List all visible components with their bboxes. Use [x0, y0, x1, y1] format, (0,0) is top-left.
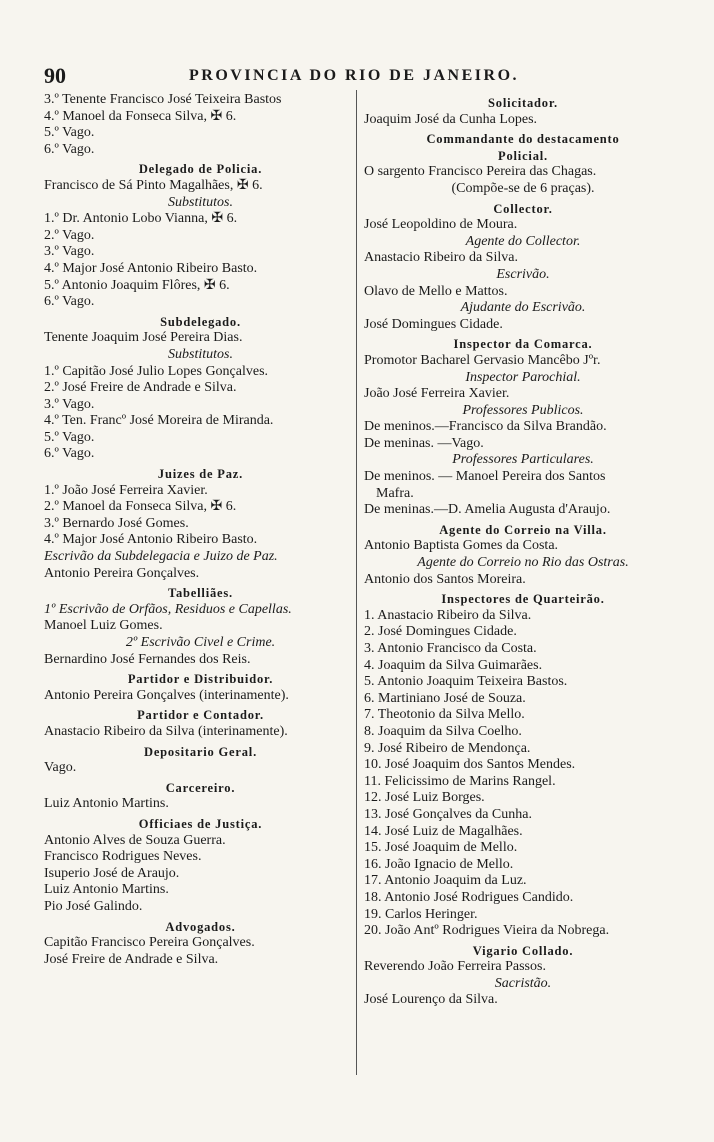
section-heading: Partidor e Contador.	[137, 708, 264, 723]
list-item: 6.º Vago.	[44, 141, 95, 157]
entry-name: O sargento Francisco Pereira das Chagas.	[364, 164, 597, 180]
entry-name: José Leopoldino de Moura.	[364, 217, 518, 233]
list-item: 7. Theotonio da Silva Mello.	[364, 707, 525, 723]
page-number: 90	[44, 63, 66, 88]
section-heading: Commandante do destacamento	[426, 132, 620, 147]
entry-name: Vago.	[44, 760, 77, 776]
sub-label: Professores Particulares.	[452, 452, 594, 468]
section-heading: Collector.	[493, 201, 553, 216]
list-item: 20. João Antº Rodrigues Vieira da Nobrega.	[364, 923, 610, 939]
list-item: 17. Antonio Joaquim da Luz.	[364, 873, 527, 889]
section-heading: Inspectores de Quarteirão.	[441, 592, 605, 607]
entry-name: Tenente Joaquim José Pereira Dias.	[44, 330, 243, 346]
page-header	[44, 64, 664, 88]
list-item: 6.º Vago.	[44, 294, 95, 310]
list-item: 1. Anastacio Ribeiro da Silva.	[364, 607, 532, 623]
list-item: 4.º Major José Antonio Ribeiro Basto.	[44, 532, 258, 548]
section-heading: Officiaes de Justiça.	[138, 816, 263, 831]
list-item: 18. Antonio José Rodrigues Candido.	[364, 889, 574, 905]
list-item: 6. Martiniano José de Souza.	[364, 690, 526, 706]
entry-name: Reverendo João Ferreira Passos.	[364, 959, 546, 975]
entry-name: Antonio Pereira Gonçalves (interinamente).	[44, 687, 289, 703]
list-item: 3.º Bernardo José Gomes.	[44, 515, 189, 531]
section-heading: Solicitador.	[488, 96, 558, 110]
section-heading: Advogados.	[165, 919, 236, 934]
section-heading: Inspector da Comarca.	[453, 337, 593, 352]
sub-label: Inspector Parochial.	[465, 369, 581, 385]
sub-label: Escrivão.	[496, 266, 550, 282]
sub-label: 1º Escrivão de Orfãos, Residuos e Capellas.	[44, 601, 292, 617]
section-heading: Tabelliães.	[168, 586, 233, 601]
entry-name: Antonio Baptista Gomes da Costa.	[364, 538, 559, 554]
list-item: 1.º Capitão José Julio Lopes Gonçalves.	[44, 363, 269, 379]
list-item: 9. José Ribeiro de Mendonça.	[364, 740, 531, 756]
list-item: Pio José Galindo.	[44, 898, 143, 914]
entry-name: José Lourenço da Silva.	[364, 992, 498, 1008]
list-item: 10. José Joaquim dos Santos Mendes.	[364, 757, 576, 773]
section-heading: Partidor e Distribuidor.	[127, 672, 274, 687]
entry-name: Bernardino José Fernandes dos Reis.	[44, 651, 251, 667]
entry-note: (Compõe-se de 6 praças).	[451, 180, 595, 196]
list-item: 6.º Vago.	[44, 446, 95, 462]
list-item: 2. José Domingues Cidade.	[364, 624, 517, 640]
list-item: 16. João Ignacio de Mello.	[364, 856, 514, 872]
running-title: PROVINCIA DO RIO DE JANEIRO.	[188, 67, 520, 84]
list-item: Antonio Alves de Souza Guerra.	[44, 832, 226, 848]
list-item: 5.º Vago.	[44, 125, 95, 141]
entry-name: Manoel Luiz Gomes.	[44, 618, 163, 634]
list-item: 12. José Luiz Borges.	[364, 790, 485, 806]
list-item: Francisco Rodrigues Neves.	[44, 849, 202, 865]
list-item: 1.º Dr. Antonio Lobo Vianna, ✠ 6.	[44, 211, 238, 227]
list-item: 19. Carlos Heringer.	[364, 906, 478, 922]
list-item: 3.º Vago.	[44, 396, 95, 412]
sub-label: Professores Publicos.	[462, 402, 584, 418]
list-item: 3.º Vago.	[44, 244, 95, 260]
list-item: 2.º Manoel da Fonseca Silva, ✠ 6.	[44, 499, 237, 515]
list-item: Mafra.	[376, 485, 414, 501]
entry-name: João José Ferreira Xavier.	[364, 386, 510, 402]
list-item: 4.º Ten. Francº José Moreira de Miranda.	[44, 413, 274, 429]
list-item: 3.º Tenente Francisco José Teixeira Bastos	[44, 92, 282, 107]
entry-name: Antonio dos Santos Moreira.	[364, 571, 526, 587]
list-item: Luiz Antonio Martins.	[44, 882, 169, 898]
list-item: 13. José Gonçalves da Cunha.	[364, 806, 532, 822]
list-item: De meninas. —Vago.	[364, 435, 484, 451]
list-item: 14. José Luiz de Magalhães.	[364, 823, 523, 839]
list-item: 1.º João José Ferreira Xavier.	[44, 482, 208, 498]
section-heading: Carcereiro.	[165, 780, 236, 795]
entry-name: Antonio Pereira Gonçalves.	[44, 565, 200, 581]
entry-name: Anastacio Ribeiro da Silva.	[364, 250, 518, 266]
sub-label: Sacristão.	[494, 975, 552, 991]
entry-name: Joaquim José da Cunha Lopes.	[364, 111, 538, 127]
entry-name: Francisco de Sá Pinto Magalhães, ✠ 6.	[44, 177, 263, 193]
section-heading: Policial.	[498, 148, 548, 163]
section-heading: Juizes de Paz.	[157, 467, 244, 482]
section-heading: Vigario Collado.	[472, 943, 574, 958]
right-column	[364, 92, 682, 1009]
sub-label: 2º Escrivão Civel e Crime.	[125, 635, 276, 650]
entry-name: Luiz Antonio Martins.	[44, 796, 169, 812]
sub-label: Ajudante do Escrivão.	[460, 300, 586, 316]
section-heading: Depositario Geral.	[144, 744, 257, 759]
sub-label: Agente do Collector.	[465, 233, 581, 249]
entry-name: Olavo de Mello e Mattos.	[364, 283, 508, 299]
list-item: 2.º José Freire de Andrade e Silva.	[44, 380, 237, 396]
list-item: 5.º Vago.	[44, 429, 95, 445]
entry-name: Promotor Bacharel Gervasio Mancêbo Jºr.	[364, 352, 601, 368]
list-item: 15. José Joaquim de Mello.	[364, 840, 518, 856]
list-item: 4. Joaquim da Silva Guimarães.	[364, 657, 543, 673]
list-item: 4.º Manoel da Fonseca Silva, ✠ 6.	[44, 108, 237, 124]
left-column	[44, 92, 357, 968]
entry-name: Anastacio Ribeiro da Silva (interinamente).	[44, 723, 288, 739]
list-item: De meninos.—Francisco da Silva Brandão.	[364, 419, 607, 435]
section-heading: Delegado de Policia.	[138, 162, 263, 177]
list-item: 3. Antonio Francisco da Costa.	[364, 641, 537, 656]
list-item: Isuperio José de Araujo.	[44, 865, 180, 881]
list-item: De meninas.—D. Amelia Augusta d'Araujo.	[364, 502, 611, 518]
list-item: José Freire de Andrade e Silva.	[44, 951, 219, 967]
list-item: Capitão Francisco Pereira Gonçalves.	[44, 935, 255, 951]
section-heading: Agente do Correio na Villa.	[439, 522, 607, 537]
list-item: 5.º Antonio Joaquim Flôres, ✠ 6.	[44, 277, 230, 293]
entry-name: José Domingues Cidade.	[364, 316, 503, 332]
list-item: 8. Joaquim da Silva Coelho.	[364, 723, 522, 739]
list-item: 11. Felicissimo de Marins Rangel.	[364, 773, 556, 789]
list-item: 2.º Vago.	[44, 227, 95, 243]
list-item: 4.º Major José Antonio Ribeiro Basto.	[44, 260, 258, 276]
sub-label: Escrivão da Subdelegacia e Juizo de Paz.	[44, 549, 278, 565]
sub-label: Substitutos.	[168, 346, 233, 362]
sub-label: Substitutos.	[168, 194, 233, 210]
list-item: 5. Antonio Joaquim Teixeira Bastos.	[364, 674, 568, 690]
sub-label: Agente do Correio no Rio das Ostras.	[417, 555, 629, 571]
section-heading: Subdelegado.	[160, 314, 241, 329]
list-item: De meninos. — Manoel Pereira dos Santos	[364, 469, 606, 485]
